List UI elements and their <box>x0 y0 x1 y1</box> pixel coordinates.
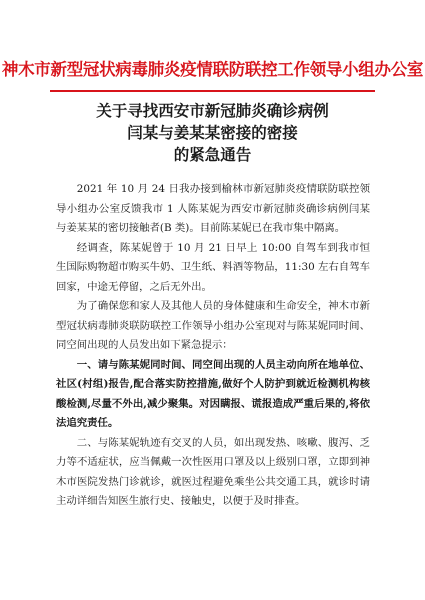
intro-paragraph: 2021 年 10 月 24 日我办接到榆林市新冠肺炎疫情联防联控领导小组办公室反馈我市 1 人陈某妮为西安市新冠肺炎确诊病例闫某与姜某某的密切接触者(B 类)。目前陈某妮已在我市集中隔离。 <box>56 183 370 234</box>
title-line: 的紧急通告 <box>173 145 252 164</box>
notice-purpose-paragraph: 为了确保您和家人及其他人员的身体健康和生命安全，神木市新型冠状病毒肺炎联防联控工作领导小组办公室现对与陈某妮同时间、同空间出现的人员发出如下紧急提示： <box>56 300 370 351</box>
instruction-two: 二、与陈某妮轨迹有交叉的人员，如出现发热、咳嗽、腹泻、乏力等不适症状，应当佩戴一次性医用口罩及以上级别口罩，立即到神木市医院发热门诊就诊，就医过程避免乘坐公共交通工具，就诊时请主动详细告知医生旅行史、接触史，以便于及时排查。 <box>56 436 370 507</box>
title-line: 闫某与姜某某密接的密接 <box>127 123 298 142</box>
instruction-one: 一、请与陈某妮同时间、同空间出现的人员主动向所在地单位、社区(村组)报告,配合落实防控措施,做好个人防护到就近检测机构核酸检测,尽量不外出,减少聚集。对因瞒报、谎报造成严重后果的,将依法追究责任。 <box>56 358 370 429</box>
title-line: 关于寻找西安市新冠肺炎确诊病例 <box>96 101 329 120</box>
investigation-paragraph: 经调查，陈某妮曾于 10 月 21 日早上 10:00 自驾车到我市恒生国际购物超市购买牛奶、卫生纸、料酒等物品，11:30 左右自驾车回家，中途无停留，之后无外出。 <box>56 241 370 293</box>
header-divider <box>50 90 375 92</box>
issuer-header: 神木市新型冠状病毒肺炎疫情联防联控工作领导小组办公室 <box>1 60 424 79</box>
notice-title <box>0 100 425 166</box>
notice-body <box>56 180 370 512</box>
